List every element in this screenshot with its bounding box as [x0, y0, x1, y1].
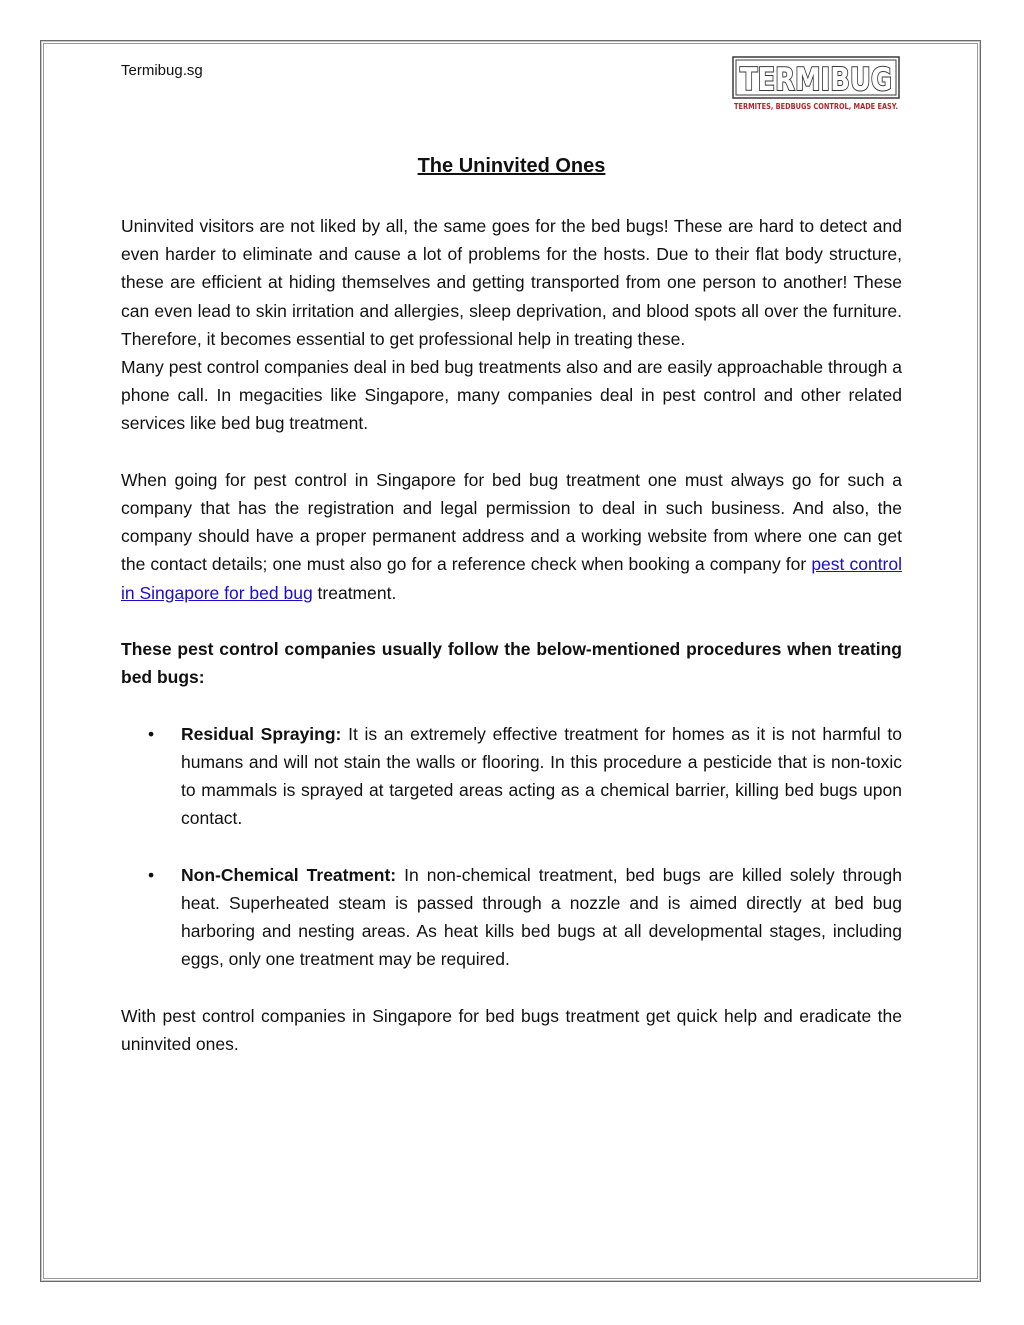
logo-tagline: TERMITES, BEDBUGS CONTROL, MADE EASY.	[734, 102, 898, 111]
procedure-text: It is an extremely effective treatment for homes as it is not harmful to humans and will not stain the walls or flooring. In this procedure a pesticide that is non-toxic to mammals is sprayed at targeted areas acting as a chemical barrier, killing bed bugs upon contact.	[181, 723, 902, 829]
document-title: The Uninvited Ones	[417, 155, 606, 177]
procedure-label: Residual Spraying:	[181, 723, 342, 744]
procedure-text: In non-chemical treatment, bed bugs are killed solely through heat. Superheated steam is passed through a nozzle and is aimed directly at bed bug harboring and nesting areas. As heat kills bed bugs at all developmental stages, including eggs, only one treatment may be required.	[181, 864, 902, 970]
procedures-heading: These pest control companies usually follow the below-mentioned procedures when treating bed bugs:	[121, 639, 902, 688]
bullet-icon: •	[148, 864, 155, 885]
termibug-logo	[732, 56, 902, 114]
bullet-icon: •	[148, 723, 155, 744]
intro-paragraph-2: Many pest control companies deal in bed bug treatments also and are easily approachable through a phone call. In megacities like Singapore, many companies deal in pest control and other related services like bed bug treatment.	[121, 357, 902, 434]
closing-paragraph: With pest control companies in Singapore for bed bugs treatment get quick help and eradicate the uninvited ones.	[121, 1005, 902, 1054]
site-name: Termibug.sg	[121, 62, 203, 79]
intro-paragraph-1: Uninvited visitors are not liked by all, the same goes for the bed bugs! These are hard to detect and even harder to eliminate and cause a lot of problems for the hosts. Due to their flat body structure, these are efficient at hiding themselves and getting transported from one person to another! These can even lead to skin irritation and allergies, sleep deprivation, and blood spots all over the furniture. Therefore, it becomes essential to get professional help in treating these.	[121, 216, 902, 349]
procedure-non-chemical-treatment	[121, 861, 902, 974]
registration-paragraph-tail: treatment.	[312, 582, 397, 603]
procedure-residual-spraying	[121, 720, 902, 833]
registration-paragraph-text: When going for pest control in Singapore for bed bug treatment one must always go for such a company that has the registration and legal permission to deal in such business. And also, the company should have a proper permanent address and a working website from where one can get the contact details; one must also go for a reference check when booking a company for	[121, 469, 902, 575]
pest-control-link[interactable]: pest control in Singapore for bed bug	[121, 554, 902, 603]
logo-wordmark: TERMIBUG	[740, 62, 892, 98]
document-body	[121, 212, 902, 1058]
procedures-list	[121, 720, 902, 974]
procedure-label: Non-Chemical Treatment:	[181, 864, 397, 885]
registration-paragraph	[121, 466, 902, 607]
